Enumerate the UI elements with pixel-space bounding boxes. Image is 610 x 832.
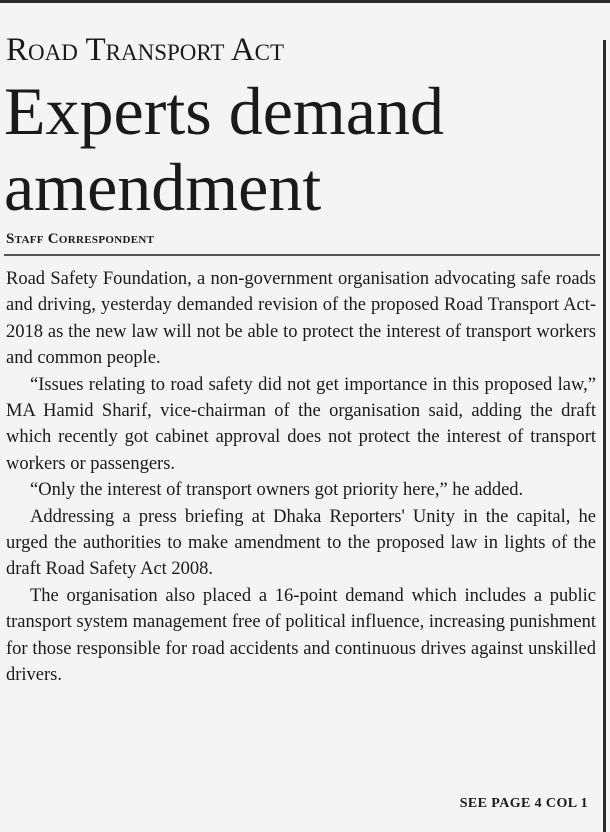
article-byline: Staff Correspondent [6, 231, 155, 247]
byline-divider [4, 254, 600, 256]
article-paragraph: The organisation also placed a 16-point demand which includes a public transport system management free of political influence, increasing punishment for those responsible for road accidents and continuous drives against unskilled drivers. [6, 585, 596, 686]
article-paragraph: “Only the interest of transport owners got priority here,” he added. [30, 480, 524, 501]
article-paragraph: Road Safety Foundation, a non-government organisation advocating safe roads and driving, yesterday demanded revision of the proposed Road Transport Act-2018 as the new law will not be able to protect the interest of transport workers and common people. [6, 269, 596, 369]
continuation-note: SEE PAGE 4 COL 1 [459, 796, 588, 811]
article-kicker: Road Transport Act [6, 32, 285, 68]
right-column-rule [603, 40, 606, 832]
article-paragraph: “Issues relating to road safety did not get importance in this proposed law,” MA Hamid Sharif, vice-chairman of the organisation said, adding the draft which recently got cabinet approval does not protect the interest of transport workers or passengers. [6, 374, 596, 474]
article-body [6, 266, 596, 689]
article-paragraph: Addressing a press briefing at Dhaka Reporters' Unity in the capital, he urged the authorities to make amendment to the proposed law in lights of the draft Road Safety Act 2008. [6, 506, 596, 580]
article-headline: Experts demand amendment [4, 73, 444, 225]
